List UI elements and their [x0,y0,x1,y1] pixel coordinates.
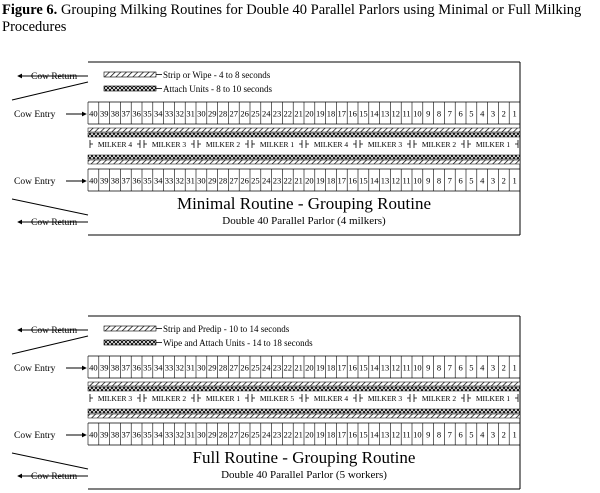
stall-number: 13 [380,429,390,440]
return-lane-diagonal [12,336,88,354]
legend-label-1: Strip or Wipe - 4 to 8 seconds [163,70,271,80]
stall-number: 18 [326,362,336,373]
cow-return-label: Cow Return [31,472,78,482]
milker-label: MILKER 4 [313,140,349,149]
stall-number: 17 [337,108,347,119]
stall-number: 25 [251,429,260,440]
stall-number: 29 [207,175,217,186]
stall-number: 17 [337,362,347,373]
stall-number: 13 [380,175,390,186]
stall-number: 14 [369,362,379,373]
stall-number: 19 [315,429,325,440]
stall-number: 21 [294,429,303,440]
stall-number: 37 [121,429,131,440]
stall-number: 15 [359,362,368,373]
stall-number: 33 [164,362,174,373]
stall-number: 4 [480,362,485,373]
milker-label: MILKER 2 [151,394,187,403]
stall-number: 21 [294,175,303,186]
stall-number: 36 [132,362,141,373]
milker-label: MILKER 1 [475,394,511,403]
stall-number: 39 [99,108,109,119]
stall-number: 14 [369,108,379,119]
stall-number: 7 [447,108,452,119]
stall-number: 16 [348,108,357,119]
return-lane-diagonal [12,199,88,215]
minimal-routine-panel [12,62,520,235]
milker-label: MILKER 4 [313,394,349,403]
stall-number: 23 [272,108,282,119]
stall-number: 33 [164,108,174,119]
stall-number: 35 [143,108,152,119]
stall-number: 19 [315,362,325,373]
stall-number: 20 [305,108,314,119]
milker-label: MILKER 3 [367,140,403,149]
stall-number: 38 [110,429,120,440]
stall-number: 26 [240,175,249,186]
stall-number: 15 [359,175,368,186]
legend-label-2: Wipe and Attach Units - 14 to 18 seconds [163,338,313,348]
milker-label: MILKER 2 [205,140,241,149]
stall-number: 10 [413,429,422,440]
routine-band-upper-1 [88,128,520,132]
stall-number: 33 [164,175,174,186]
milker-label: MILKER 3 [367,394,403,403]
milker-label: MILKER 1 [259,140,295,149]
stall-number: 20 [305,175,314,186]
stall-number: 30 [197,429,206,440]
stall-number: 22 [283,362,293,373]
stall-number: 37 [121,175,131,186]
stall-number: 11 [402,362,411,373]
stall-number: 35 [143,362,152,373]
stall-number: 5 [469,175,474,186]
stall-number: 1 [512,175,517,186]
stall-number: 18 [326,108,336,119]
stall-number: 4 [480,175,485,186]
stall-number: 5 [469,108,474,119]
stall-number: 6 [458,429,463,440]
stall-number: 3 [490,362,496,373]
stall-number: 17 [337,175,347,186]
stall-number: 14 [369,175,379,186]
stall-number: 11 [402,429,411,440]
stall-number: 40 [89,175,98,186]
stall-number: 38 [110,108,120,119]
stall-number: 8 [436,175,442,186]
stall-number: 32 [175,429,185,440]
legend-swatch-2 [104,340,156,345]
stall-number: 7 [447,429,452,440]
stall-number: 28 [218,362,228,373]
stall-number: 3 [490,108,496,119]
stall-number: 29 [207,108,217,119]
milker-label: MILKER 4 [97,140,133,149]
stall-number: 40 [89,362,98,373]
stall-number: 16 [348,175,357,186]
milker-label: MILKER 2 [421,140,457,149]
stall-number: 27 [229,362,239,373]
stall-number: 37 [121,362,131,373]
stall-number: 1 [512,362,517,373]
legend-label-2: Attach Units - 8 to 10 seconds [163,84,272,94]
routine-title: Minimal Routine - Grouping Routine [176,194,432,213]
stall-number: 32 [175,108,185,119]
stall-number: 11 [402,108,411,119]
stall-number: 22 [283,429,293,440]
return-lane-diagonal [12,82,88,100]
stall-number: 12 [391,429,401,440]
stall-number: 24 [261,175,271,186]
stall-number: 40 [89,429,98,440]
stall-number: 27 [229,175,239,186]
figure-caption-text: Grouping Milking Routines for Double 40 Parallel Parlors using Minimal or Full Milking Procedures [2,2,582,35]
stall-number: 25 [251,175,260,186]
stall-number: 7 [447,362,452,373]
milker-label: MILKER 1 [475,140,511,149]
stall-number: 12 [391,108,401,119]
stall-number: 8 [436,362,442,373]
cow-return-label: Cow Return [31,72,78,82]
stall-number: 34 [153,429,163,440]
stall-number: 2 [501,175,506,186]
cow-entry-label: Cow Entry [14,110,56,120]
cow-return-label: Cow Return [31,218,78,228]
stall-number: 40 [89,108,98,119]
stall-number: 6 [458,108,463,119]
stall-number: 15 [359,429,368,440]
stall-number: 1 [512,429,517,440]
milker-label: MILKER 2 [421,394,457,403]
stall-number: 27 [229,429,239,440]
cow-return-label: Cow Return [31,326,78,336]
stall-number: 21 [294,362,303,373]
stall-number: 18 [326,175,336,186]
full-routine-panel [12,316,520,489]
stall-number: 31 [186,175,195,186]
routine-band-lower-2 [88,414,520,418]
stall-number: 17 [337,429,347,440]
stall-number: 9 [426,429,431,440]
milker-label: MILKER 1 [205,394,241,403]
routine-band-lower-1 [88,409,520,413]
stall-number: 2 [501,108,506,119]
stall-number: 38 [110,175,120,186]
stall-number: 23 [272,362,282,373]
stall-number: 25 [251,108,260,119]
milker-label: MILKER 3 [151,140,187,149]
stall-number: 21 [294,108,303,119]
stall-number: 6 [458,175,463,186]
stall-number: 37 [121,108,131,119]
stall-number: 2 [501,362,506,373]
stall-number: 30 [197,108,206,119]
stall-number: 39 [99,175,109,186]
stall-number: 29 [207,362,217,373]
stall-number: 29 [207,429,217,440]
stall-number: 8 [436,429,442,440]
stall-number: 4 [480,429,485,440]
routine-subtitle: Double 40 Parallel Parlor (5 workers) [221,469,387,481]
stall-number: 28 [218,175,228,186]
stall-number: 12 [391,175,401,186]
stall-number: 22 [283,175,293,186]
stall-number: 20 [305,362,314,373]
stall-number: 33 [164,429,174,440]
stall-number: 23 [272,175,282,186]
stall-number: 39 [99,429,109,440]
stall-number: 9 [426,175,431,186]
stall-number: 3 [490,175,496,186]
stall-number: 10 [413,362,422,373]
routine-band-lower-2 [88,160,520,164]
legend-label-1: Strip and Predip - 10 to 14 seconds [163,324,290,334]
routine-band-upper-1 [88,382,520,386]
stall-number: 19 [315,175,325,186]
stall-number: 34 [153,362,163,373]
legend-swatch-2 [104,86,156,91]
stall-number: 16 [348,429,357,440]
stall-number: 9 [426,362,431,373]
stall-number: 24 [261,108,271,119]
cow-entry-label: Cow Entry [14,431,56,441]
stall-number: 15 [359,108,368,119]
stall-number: 9 [426,108,431,119]
stall-number: 31 [186,362,195,373]
stall-number: 32 [175,175,185,186]
stall-number: 24 [261,429,271,440]
stall-number: 14 [369,429,379,440]
stall-number: 6 [458,362,463,373]
stall-number: 36 [132,175,141,186]
stall-number: 28 [218,429,228,440]
stall-number: 10 [413,175,422,186]
routine-title: Full Routine - Grouping Routine [192,448,416,467]
stall-number: 20 [305,429,314,440]
stall-number: 11 [402,175,411,186]
stall-number: 34 [153,108,163,119]
legend-swatch-1 [104,326,156,331]
stall-number: 31 [186,108,195,119]
stall-number: 1 [512,108,517,119]
stall-number: 18 [326,429,336,440]
stall-number: 34 [153,175,163,186]
stall-number: 5 [469,362,474,373]
stall-number: 13 [380,108,390,119]
stall-number: 36 [132,429,141,440]
stall-number: 26 [240,362,249,373]
stall-number: 27 [229,108,239,119]
stall-number: 10 [413,108,422,119]
stall-number: 26 [240,429,249,440]
stall-number: 30 [197,362,206,373]
stall-number: 22 [283,108,293,119]
stall-number: 23 [272,429,282,440]
figure-label: Figure 6. [2,2,58,18]
stall-number: 28 [218,108,228,119]
routine-subtitle: Double 40 Parallel Parlor (4 milkers) [222,215,386,227]
stall-number: 31 [186,429,195,440]
stall-number: 36 [132,108,141,119]
legend-swatch-1 [104,72,156,77]
stall-number: 12 [391,362,401,373]
cow-entry-label: Cow Entry [14,177,56,187]
stall-number: 26 [240,108,249,119]
stall-number: 32 [175,362,185,373]
cow-entry-label: Cow Entry [14,364,56,374]
stall-number: 3 [490,429,496,440]
stall-number: 19 [315,108,325,119]
stall-number: 16 [348,362,357,373]
routine-band-lower-1 [88,155,520,159]
return-lane-diagonal [12,453,88,469]
stall-number: 7 [447,175,452,186]
milker-label: MILKER 5 [259,394,295,403]
stall-number: 35 [143,429,152,440]
stall-number: 5 [469,429,474,440]
stall-number: 2 [501,429,506,440]
routine-band-upper-2 [88,387,520,391]
stall-number: 24 [261,362,271,373]
stall-number: 38 [110,362,120,373]
stall-number: 25 [251,362,260,373]
stall-number: 35 [143,175,152,186]
stall-number: 13 [380,362,390,373]
routine-band-upper-2 [88,133,520,137]
stall-number: 30 [197,175,206,186]
milker-label: MILKER 3 [97,394,133,403]
stall-number: 4 [480,108,485,119]
stall-number: 8 [436,108,442,119]
stall-number: 39 [99,362,109,373]
